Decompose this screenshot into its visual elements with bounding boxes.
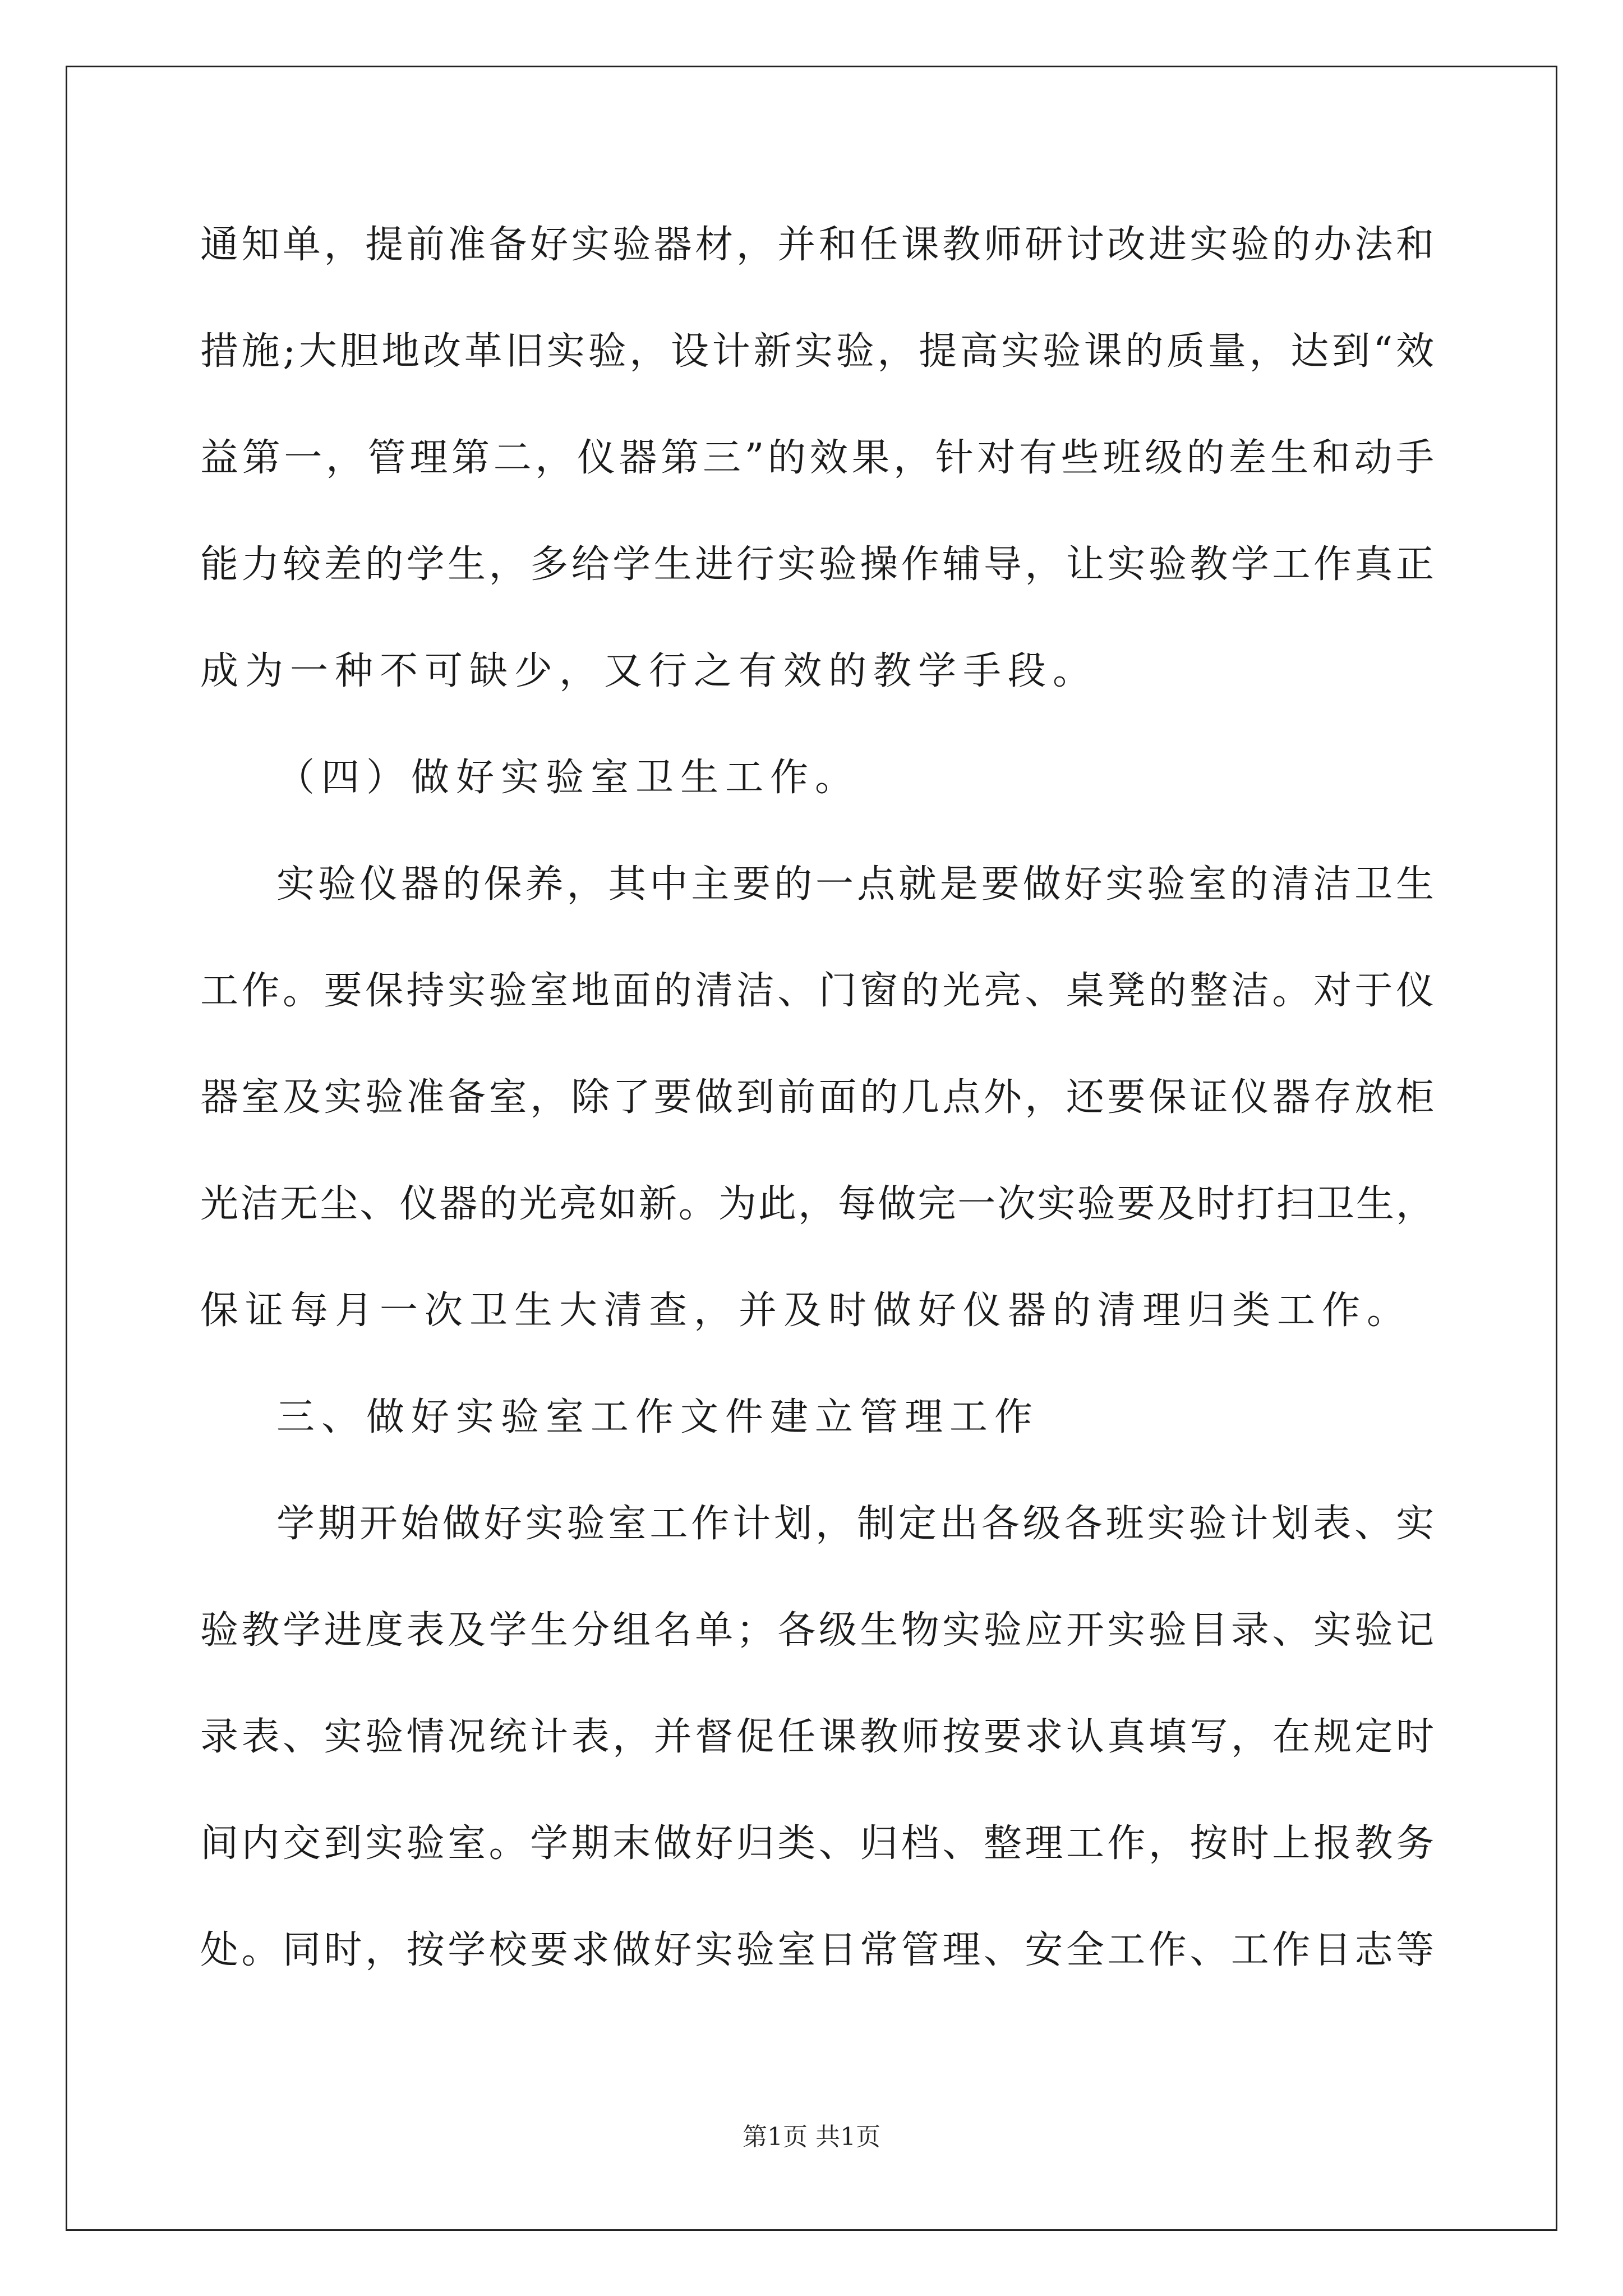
text-line: 处。同时，按学校要求做好实验室日常管理、安全工作、工作日志等 xyxy=(200,1928,1434,1972)
text-line: 益第一，管理第二，仪器第三”的效果，针对有些班级的差生和动手 xyxy=(200,436,1434,480)
text-line: 光洁无尘、仪器的光亮如新。为此，每做完一次实验要及时打扫卫生， xyxy=(200,1182,1434,1226)
text-line: 间内交到实验室。学期末做好归类、归档、整理工作，按时上报教务 xyxy=(200,1821,1434,1866)
section-heading: （四）做好实验室卫生工作。 xyxy=(276,756,860,800)
text-line: 措施;大胆地改革旧实验，设计新实验，提高实验课的质量，达到“效 xyxy=(200,329,1434,374)
text-line: 录表、实验情况统计表，并督促任课教师按要求认真填写，在规定时 xyxy=(200,1715,1434,1759)
text-line: 验教学进度表及学生分组名单；各级生物实验应开实验目录、实验记 xyxy=(200,1608,1434,1653)
text-line: 器室及实验准备室，除了要做到前面的几点外，还要保证仪器存放柜 xyxy=(200,1075,1434,1120)
page-footer: 第1页 共1页 xyxy=(743,2123,880,2151)
document-body xyxy=(200,214,1434,2026)
text-line: 能力较差的学生，多给学生进行实验操作辅导，让实验教学工作真正 xyxy=(200,542,1434,587)
text-line: 通知单，提前准备好实验器材，并和任课教师研讨改进实验的办法和 xyxy=(200,223,1434,267)
text-line: 学期开始做好实验室工作计划，制定出各级各班实验计划表、实 xyxy=(276,1502,1434,1546)
text-line: 成为一种不可缺少，又行之有效的教学手段。 xyxy=(200,649,1098,693)
section-heading: 三、做好实验室工作文件建立管理工作 xyxy=(276,1395,1040,1439)
text-line: 工作。要保持实验室地面的清洁、门窗的光亮、桌凳的整洁。对于仪 xyxy=(200,969,1434,1013)
text-line: 保证每月一次卫生大清查，并及时做好仪器的清理归类工作。 xyxy=(200,1289,1412,1333)
text-line: 实验仪器的保养，其中主要的一点就是要做好实验室的清洁卫生 xyxy=(276,862,1434,907)
